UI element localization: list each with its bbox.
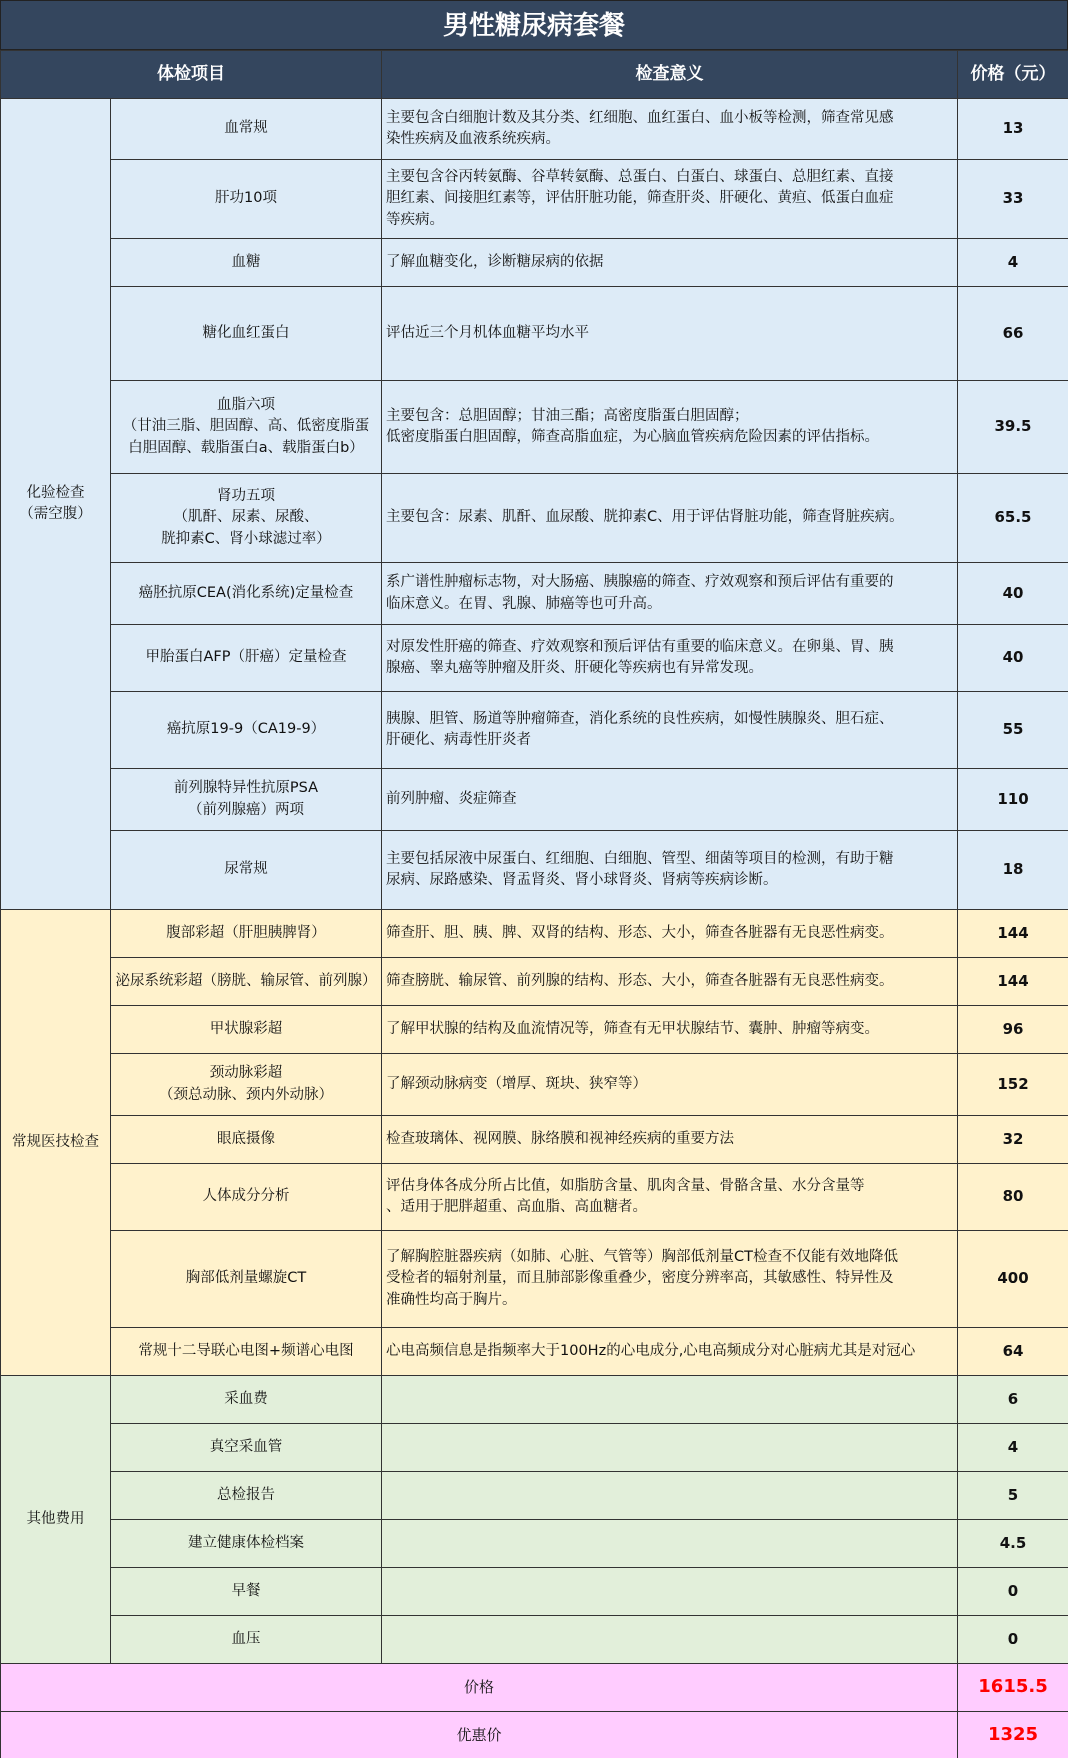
item-price: 4 xyxy=(958,239,1068,287)
table-row xyxy=(1,239,1068,287)
table-row xyxy=(1,831,1068,910)
item-name: 癌抗原19-9（CA19-9） xyxy=(111,692,382,769)
table-row xyxy=(1,1520,1068,1568)
item-name: 胸部低剂量螺旋CT xyxy=(111,1231,382,1328)
table-row xyxy=(1,1568,1068,1616)
table-row xyxy=(1,1328,1068,1376)
item-price: 13 xyxy=(958,99,1068,160)
table-row xyxy=(1,1231,1068,1328)
item-description: 系广谱性肿瘤标志物，对大肠癌、胰腺癌的筛查、疗效观察和预后评估有重要的 临床意义。在胃、乳腺、肺癌等也可升高。 xyxy=(382,563,958,625)
table-row xyxy=(1,910,1068,958)
item-description: 主要包含：尿素、肌酐、血尿酸、胱抑素C、用于评估肾脏功能，筛查肾脏疾病。 xyxy=(382,474,958,563)
item-price: 96 xyxy=(958,1006,1068,1054)
item-price: 4 xyxy=(958,1424,1068,1472)
table-row xyxy=(1,160,1068,239)
item-description: 前列肿瘤、炎症筛查 xyxy=(382,769,958,831)
item-description: 了解胸腔脏器疾病（如肺、心脏、气管等）胸部低剂量CT检查不仅能有效地降低 受检者的辐射剂量，而且肺部影像重叠少，密度分辨率高，其敏感性、特异性及 准确性均高于胸片。 xyxy=(382,1231,958,1328)
item-name: 早餐 xyxy=(111,1568,382,1616)
table-row xyxy=(1,1164,1068,1231)
item-description xyxy=(382,1472,958,1520)
item-price: 144 xyxy=(958,958,1068,1006)
item-description: 主要包含谷丙转氨酶、谷草转氨酶、总蛋白、白蛋白、球蛋白、总胆红素、直接 胆红素、间接胆红素等，评估肝脏功能，筛查肝炎、肝硬化、黄疸、低蛋白血症 等疾病。 xyxy=(382,160,958,239)
item-name: 泌尿系统彩超（膀胱、输尿管、前列腺） xyxy=(111,958,382,1006)
item-name: 血脂六项 （甘油三脂、胆固醇、高、低密度脂蛋 白胆固醇、载脂蛋白a、载脂蛋白b） xyxy=(111,381,382,474)
item-name: 建立健康体检档案 xyxy=(111,1520,382,1568)
total-price-label: 价格 xyxy=(1,1664,958,1712)
item-description: 主要包括尿液中尿蛋白、红细胞、白细胞、管型、细菌等项目的检测，有助于糖 尿病、尿路感染、肾盂肾炎、肾小球肾炎、肾病等疾病诊断。 xyxy=(382,831,958,910)
item-name: 甲状腺彩超 xyxy=(111,1006,382,1054)
header-row xyxy=(1,51,1068,99)
item-price: 55 xyxy=(958,692,1068,769)
item-price: 0 xyxy=(958,1568,1068,1616)
item-description: 对原发性肝癌的筛查、疗效观察和预后评估有重要的临床意义。在卵巢、胃、胰 腺癌、睾丸癌等肿瘤及肝炎、肝硬化等疾病也有异常发现。 xyxy=(382,625,958,692)
item-price: 40 xyxy=(958,625,1068,692)
item-price: 80 xyxy=(958,1164,1068,1231)
item-price: 5 xyxy=(958,1472,1068,1520)
table-row xyxy=(1,287,1068,381)
table-row xyxy=(1,99,1068,160)
item-name: 前列腺特异性抗原PSA （前列腺癌）两项 xyxy=(111,769,382,831)
category-lab: 化验检查 （需空腹） xyxy=(1,99,111,910)
table-row xyxy=(1,1376,1068,1424)
table-row xyxy=(1,692,1068,769)
item-name: 人体成分分析 xyxy=(111,1164,382,1231)
table-row xyxy=(1,769,1068,831)
item-description: 评估身体各成分所占比值，如脂肪含量、肌肉含量、骨骼含量、水分含量等 、适用于肥胖超重、高血脂、高血糖者。 xyxy=(382,1164,958,1231)
table-row xyxy=(1,1116,1068,1164)
table-row xyxy=(1,1424,1068,1472)
item-price: 39.5 xyxy=(958,381,1068,474)
item-price: 64 xyxy=(958,1328,1068,1376)
category-other: 其他费用 xyxy=(1,1376,111,1664)
item-description: 胰腺、胆管、肠道等肿瘤筛查，消化系统的良性疾病，如慢性胰腺炎、胆石症、 肝硬化、病毒性肝炎者 xyxy=(382,692,958,769)
item-price: 0 xyxy=(958,1616,1068,1664)
item-price: 32 xyxy=(958,1116,1068,1164)
item-name: 真空采血管 xyxy=(111,1424,382,1472)
header-price: 价格（元） xyxy=(958,51,1068,99)
table-row xyxy=(1,474,1068,563)
item-description: 主要包含白细胞计数及其分类、红细胞、血红蛋白、血小板等检测，筛查常见感 染性疾病及血液系统疾病。 xyxy=(382,99,958,160)
page-title: 男性糖尿病套餐 xyxy=(0,0,1068,50)
item-name: 采血费 xyxy=(111,1376,382,1424)
item-name: 腹部彩超（肝胆胰脾肾） xyxy=(111,910,382,958)
table-row xyxy=(1,1472,1068,1520)
item-description: 了解血糖变化，诊断糖尿病的依据 xyxy=(382,239,958,287)
header-desc: 检查意义 xyxy=(382,51,958,99)
item-price: 33 xyxy=(958,160,1068,239)
total-price-row xyxy=(1,1664,1068,1712)
item-price: 144 xyxy=(958,910,1068,958)
item-name: 糖化血红蛋白 xyxy=(111,287,382,381)
item-description xyxy=(382,1616,958,1664)
item-name: 癌胚抗原CEA(消化系统)定量检查 xyxy=(111,563,382,625)
item-name: 肾功五项 （肌酐、尿素、尿酸、 胱抑素C、肾小球滤过率） xyxy=(111,474,382,563)
package-table xyxy=(0,50,1068,1758)
table-row xyxy=(1,625,1068,692)
item-description: 心电高频信息是指频率大于100Hz的心电成分,心电高频成分对心脏病尤其是对冠心 xyxy=(382,1328,958,1376)
item-name: 尿常规 xyxy=(111,831,382,910)
item-description: 了解甲状腺的结构及血流情况等，筛查有无甲状腺结节、囊肿、肿瘤等病变。 xyxy=(382,1006,958,1054)
item-price: 6 xyxy=(958,1376,1068,1424)
item-description: 主要包含：总胆固醇；甘油三酯；高密度脂蛋白胆固醇； 低密度脂蛋白胆固醇，筛查高脂血症，为心脑血管疾病危险因素的评估指标。 xyxy=(382,381,958,474)
discount-price-value: 1325 xyxy=(958,1712,1068,1758)
item-description: 筛查膀胱、输尿管、前列腺的结构、形态、大小，筛查各脏器有无良恶性病变。 xyxy=(382,958,958,1006)
item-description: 评估近三个月机体血糖平均水平 xyxy=(382,287,958,381)
item-name: 颈动脉彩超 （颈总动脉、颈内外动脉） xyxy=(111,1054,382,1116)
item-name: 血常规 xyxy=(111,99,382,160)
item-price: 65.5 xyxy=(958,474,1068,563)
item-price: 400 xyxy=(958,1231,1068,1328)
table-row xyxy=(1,563,1068,625)
item-description: 了解颈动脉病变（增厚、斑块、狭窄等） xyxy=(382,1054,958,1116)
item-price: 4.5 xyxy=(958,1520,1068,1568)
item-price: 152 xyxy=(958,1054,1068,1116)
item-description xyxy=(382,1568,958,1616)
table-row xyxy=(1,1054,1068,1116)
item-price: 18 xyxy=(958,831,1068,910)
item-description: 检查玻璃体、视网膜、脉络膜和视神经疾病的重要方法 xyxy=(382,1116,958,1164)
item-description: 筛查肝、胆、胰、脾、双肾的结构、形态、大小，筛查各脏器有无良恶性病变。 xyxy=(382,910,958,958)
discount-price-row xyxy=(1,1712,1068,1758)
table-row xyxy=(1,381,1068,474)
item-name: 常规十二导联心电图+频谱心电图 xyxy=(111,1328,382,1376)
table-row xyxy=(1,1616,1068,1664)
item-name: 总检报告 xyxy=(111,1472,382,1520)
table-row xyxy=(1,958,1068,1006)
item-name: 肝功10项 xyxy=(111,160,382,239)
item-name: 血压 xyxy=(111,1616,382,1664)
table-row xyxy=(1,1006,1068,1054)
discount-price-label: 优惠价 xyxy=(1,1712,958,1758)
total-price-value: 1615.5 xyxy=(958,1664,1068,1712)
category-imaging: 常规医技检查 xyxy=(1,910,111,1376)
item-price: 110 xyxy=(958,769,1068,831)
item-name: 眼底摄像 xyxy=(111,1116,382,1164)
item-description xyxy=(382,1424,958,1472)
header-item: 体检项目 xyxy=(1,51,382,99)
item-price: 66 xyxy=(958,287,1068,381)
item-price: 40 xyxy=(958,563,1068,625)
item-name: 甲胎蛋白AFP（肝癌）定量检查 xyxy=(111,625,382,692)
item-description xyxy=(382,1376,958,1424)
item-description xyxy=(382,1520,958,1568)
item-name: 血糖 xyxy=(111,239,382,287)
